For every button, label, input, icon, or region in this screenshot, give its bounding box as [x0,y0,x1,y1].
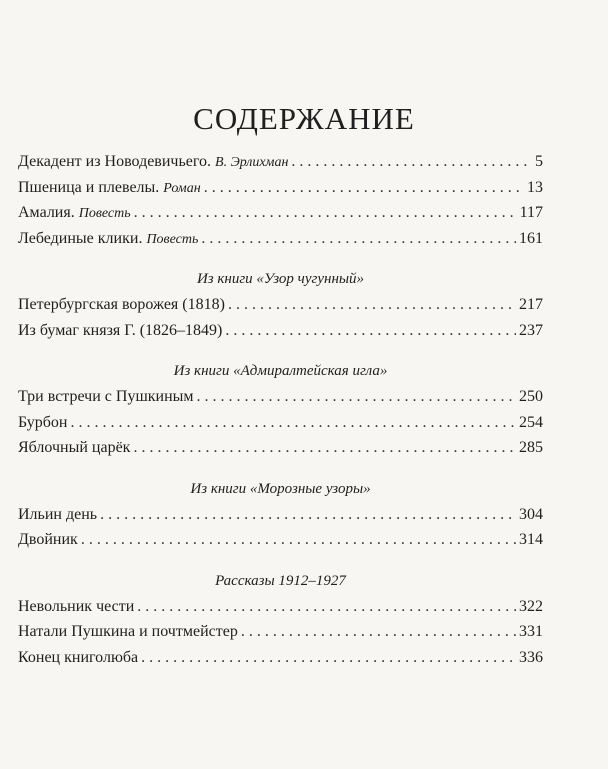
page-number: 331 [519,623,543,640]
entry-title: Ильин день [18,505,98,523]
entry-title: Декадент из Новодевичьего. [18,153,212,170]
dot-leader [100,502,516,528]
page-number: 217 [519,296,543,313]
section-heading: Рассказы 1912–1927 [215,572,346,589]
toc-entry[interactable] [18,502,543,528]
page-number: 254 [519,413,543,431]
dot-leader [241,619,516,645]
page-number: 13 [527,178,543,196]
toc-entry[interactable] [18,384,543,410]
entry-subtitle: В. Эрлихман [215,155,289,170]
toc-section [18,149,543,251]
toc-section [18,477,543,553]
entry-title: Три встречи с Пушкиным [18,388,194,405]
dot-leader [71,410,517,436]
section-heading: Из книги «Узор чугунный» [196,271,365,287]
entry-subtitle: Роман [163,180,201,196]
entry-title: Натали Пушкина и почтмейстер [18,623,238,640]
toc-section [18,267,543,343]
section-heading: Из книги «Адмиралтейская игла» [173,363,388,379]
toc-entry[interactable] [18,645,543,671]
entry-title: Петербургская ворожея (1818) [18,296,225,313]
page-number: 285 [519,439,543,456]
entry-subtitle: Повесть [146,231,199,247]
toc-entry[interactable] [18,527,543,553]
page-number: 322 [519,597,543,615]
dot-leader [204,175,524,201]
toc-entry[interactable] [18,149,543,175]
entry-title: Бурбон [18,413,68,431]
dot-leader [137,594,516,620]
toc-entry[interactable] [18,292,543,318]
toc-entry[interactable] [18,318,543,344]
page-number: 5 [535,153,543,170]
dot-leader [81,527,516,553]
page-title: СОДЕРЖАНИЕ [193,100,415,136]
page-number: 314 [519,531,543,548]
toc-entry[interactable] [18,226,543,252]
toc-entry[interactable] [18,175,543,201]
dot-leader [225,318,516,344]
dot-leader [201,226,516,252]
entry-title: Конец книголюба [18,648,139,666]
dot-leader [134,200,517,226]
dot-leader [141,645,516,671]
page-number: 336 [519,648,543,666]
dot-leader [133,435,516,461]
dot-leader [228,292,516,318]
toc-entry[interactable] [18,594,543,620]
section-heading: Из книги «Морозные узоры» [190,480,371,497]
entry-subtitle: Повесть [78,206,131,221]
entry-title: Из бумаг князя Г. (1826–1849) [18,321,223,339]
entry-title: Лебединые клики. [18,229,143,247]
entry-title: Пшеница и плевелы. [18,178,160,196]
entry-title: Амалия. [18,204,75,221]
toc-section [18,569,543,671]
page-number: 250 [519,388,543,405]
toc-entry[interactable] [18,200,543,226]
table-of-contents [18,149,543,670]
entry-title: Яблочный царёк [18,439,131,456]
entry-title: Невольник чести [18,597,135,615]
page-number: 117 [519,204,543,221]
toc-entry[interactable] [18,435,543,461]
entry-title: Двойник [18,531,78,548]
dot-leader [291,149,532,175]
page-number: 161 [519,229,543,247]
page-number: 237 [519,321,543,339]
toc-entry[interactable] [18,410,543,436]
page-number: 304 [519,505,543,523]
dot-leader [197,384,516,410]
toc-section [18,359,543,461]
toc-entry[interactable] [18,619,543,645]
